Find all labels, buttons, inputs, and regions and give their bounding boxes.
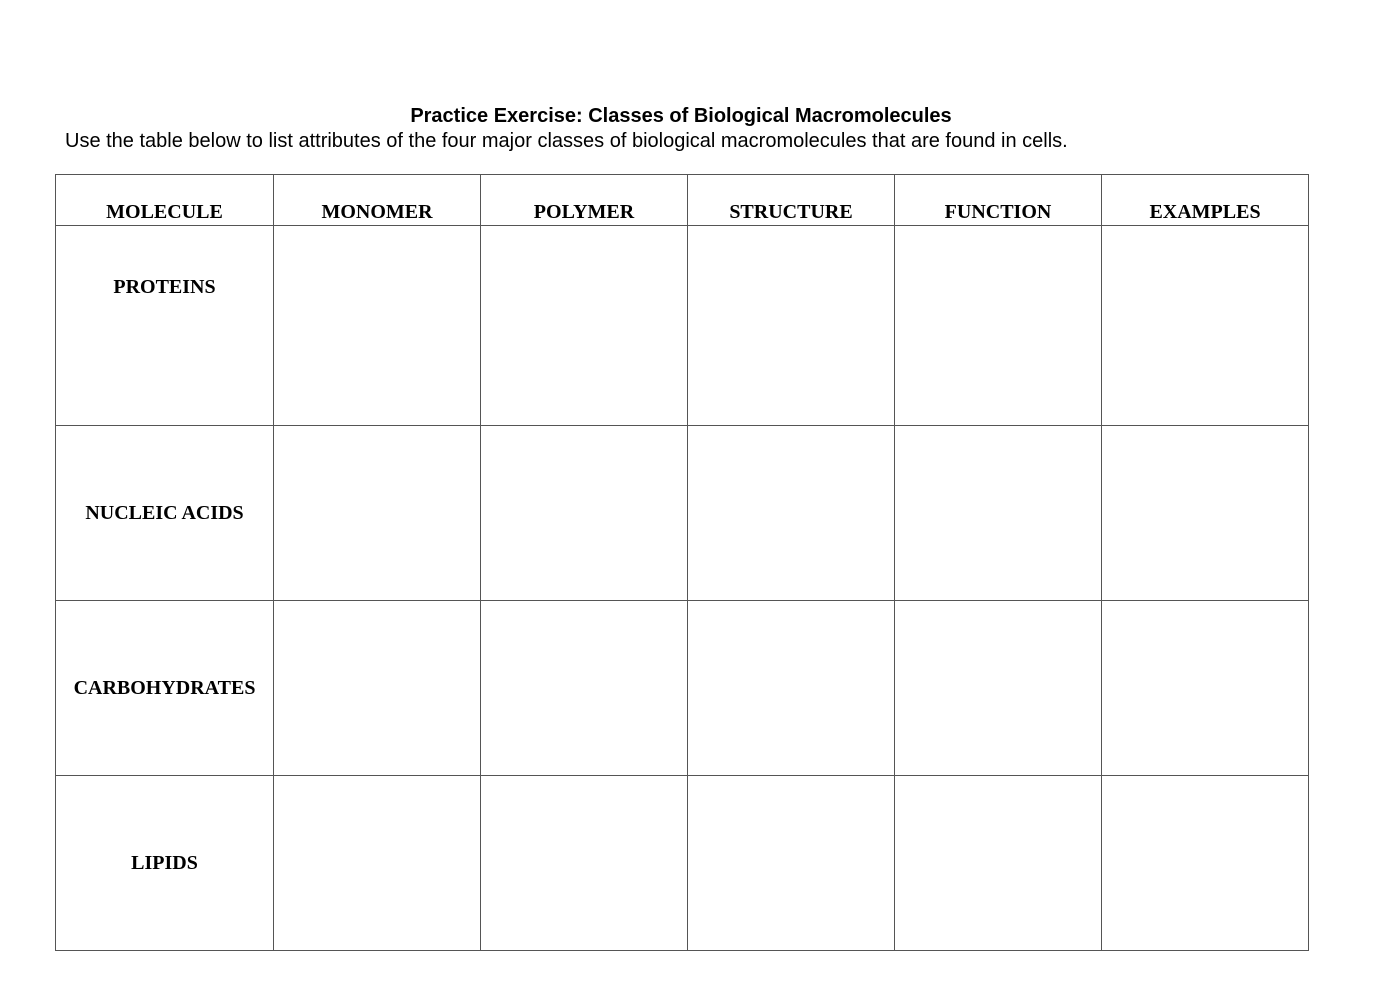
cell-carbohydrates-monomer[interactable] (274, 601, 481, 776)
table-header-row (56, 175, 1309, 226)
table-row (56, 601, 1309, 776)
cell-proteins-monomer[interactable] (274, 226, 481, 426)
row-label-nucleic-acids: NUCLEIC ACIDS (56, 426, 274, 601)
cell-proteins-polymer[interactable] (481, 226, 688, 426)
row-label-lipids: LIPIDS (56, 776, 274, 951)
macromolecules-table (55, 174, 1309, 951)
header-structure: STRUCTURE (688, 175, 895, 226)
page-title: Practice Exercise: Classes of Biological Macromolecules (410, 105, 952, 127)
table-row (56, 776, 1309, 951)
cell-nucleic-acids-examples[interactable] (1102, 426, 1309, 601)
header-molecule: MOLECULE (56, 175, 274, 226)
cell-proteins-examples[interactable] (1102, 226, 1309, 426)
row-label-proteins: PROTEINS (56, 226, 274, 426)
cell-proteins-function[interactable] (895, 226, 1102, 426)
cell-carbohydrates-function[interactable] (895, 601, 1102, 776)
cell-nucleic-acids-structure[interactable] (688, 426, 895, 601)
cell-lipids-function[interactable] (895, 776, 1102, 951)
table-row (56, 426, 1309, 601)
cell-nucleic-acids-monomer[interactable] (274, 426, 481, 601)
instructions-text: Use the table below to list attributes of the four major classes of biological macromolecules that are found in cells. (65, 130, 1068, 152)
header-monomer: MONOMER (274, 175, 481, 226)
cell-lipids-polymer[interactable] (481, 776, 688, 951)
cell-carbohydrates-structure[interactable] (688, 601, 895, 776)
cell-lipids-structure[interactable] (688, 776, 895, 951)
cell-carbohydrates-polymer[interactable] (481, 601, 688, 776)
cell-carbohydrates-examples[interactable] (1102, 601, 1309, 776)
header-examples: EXAMPLES (1102, 175, 1309, 226)
header-polymer: POLYMER (481, 175, 688, 226)
cell-nucleic-acids-function[interactable] (895, 426, 1102, 601)
cell-lipids-monomer[interactable] (274, 776, 481, 951)
cell-nucleic-acids-polymer[interactable] (481, 426, 688, 601)
cell-lipids-examples[interactable] (1102, 776, 1309, 951)
table-row (56, 226, 1309, 426)
cell-proteins-structure[interactable] (688, 226, 895, 426)
header-function: FUNCTION (895, 175, 1102, 226)
row-label-carbohydrates: CARBOHYDRATES (56, 601, 274, 776)
